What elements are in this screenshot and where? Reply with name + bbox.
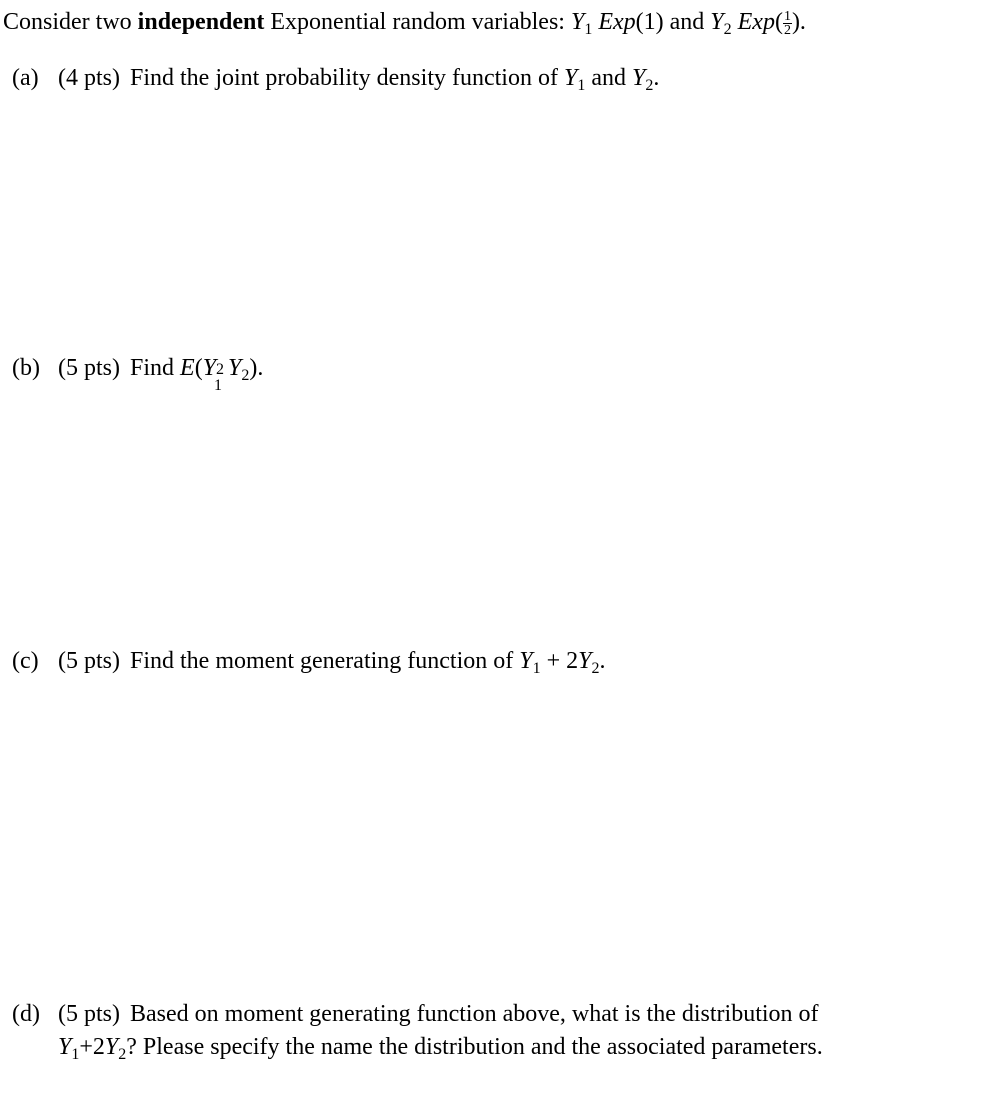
var-y2: Y (710, 9, 724, 35)
dist2-fraction (783, 10, 792, 37)
qd-var-y1-sub: 1 (71, 1046, 80, 1063)
qa-var-y1-sub: 1 (577, 77, 586, 94)
question-a-points: (4 pts) (58, 65, 120, 91)
var-y1-sub: 1 (584, 21, 593, 38)
var-y1: Y (570, 9, 585, 35)
qc-var-y2-sub: 2 (591, 660, 600, 677)
question-c-points: (5 pts) (58, 648, 120, 674)
qb-var-y1-sup: 2 (216, 361, 225, 378)
dist1-name: Exp (598, 9, 636, 35)
question-d-text2: ? Please specify the name the distribution and the associated parameters. (126, 1034, 823, 1060)
intro-pre: Consider two (3, 9, 138, 35)
qb-open: ( (194, 355, 203, 381)
qa-var-y2-sub: 2 (645, 77, 654, 94)
qb-expectation: E (180, 355, 195, 381)
question-d-text1: Based on moment generating function above, what is the distribution of (130, 1001, 819, 1027)
question-c-label: (c) (12, 648, 39, 674)
question-a-text: Find the joint probability density function of (130, 65, 564, 91)
intro-post: Exponential random variables: (264, 9, 571, 35)
qd-var-y2: Y (104, 1034, 119, 1060)
qb-var-y1: Y (202, 355, 217, 381)
intro-end: ). (791, 9, 806, 35)
qa-and: and (585, 65, 632, 91)
qb-var-y2-sub: 2 (241, 367, 250, 384)
qa-var-y1: Y (563, 65, 578, 91)
qb-var-y2: Y (228, 355, 242, 381)
question-d-label: (d) (12, 1001, 40, 1027)
var-y2-sub: 2 (723, 21, 732, 38)
question-b-label: (b) (12, 355, 40, 381)
dist2-den: 2 (783, 23, 791, 38)
dist2-num: 1 (783, 9, 791, 24)
qc-end: . (599, 648, 606, 674)
question-d-points: (5 pts) (58, 1001, 120, 1027)
dist2-name: Exp (737, 9, 775, 35)
question-c (12, 645, 606, 677)
qc-var-y1-sub: 1 (532, 660, 541, 677)
problem-intro: Consider two independent Exponential random variables: $Y_1$ Exp(1) and $Y_2$ Exp( $\frac{1}{2}$ ). (3, 9, 806, 38)
question-b (12, 352, 264, 394)
qa-end: . (653, 65, 660, 91)
question-a-label: (a) (12, 65, 39, 91)
question-b-text: Find (130, 355, 181, 381)
qc-plus: + 2 (540, 648, 579, 674)
question-a (12, 62, 659, 94)
question-c-text: Find the moment generating function of (130, 648, 520, 674)
qc-var-y1: Y (519, 648, 533, 674)
qc-var-y2: Y (578, 648, 592, 674)
intro-and: and (663, 9, 711, 35)
qb-end: ). (249, 355, 264, 381)
question-b-points: (5 pts) (58, 355, 120, 381)
qa-var-y2: Y (631, 65, 646, 91)
qd-plus: +2 (79, 1034, 105, 1060)
question-d (12, 998, 819, 1030)
qb-var-y1-sub: 1 (214, 377, 223, 394)
dist1-arg: (1) (635, 9, 664, 35)
intro-bold-word: independent (137, 9, 265, 35)
qd-var-y2-sub: 2 (118, 1046, 127, 1063)
qb-var-y1-scripts (214, 361, 228, 394)
question-d-continued (58, 1031, 823, 1063)
qd-var-y1: Y (58, 1034, 72, 1060)
